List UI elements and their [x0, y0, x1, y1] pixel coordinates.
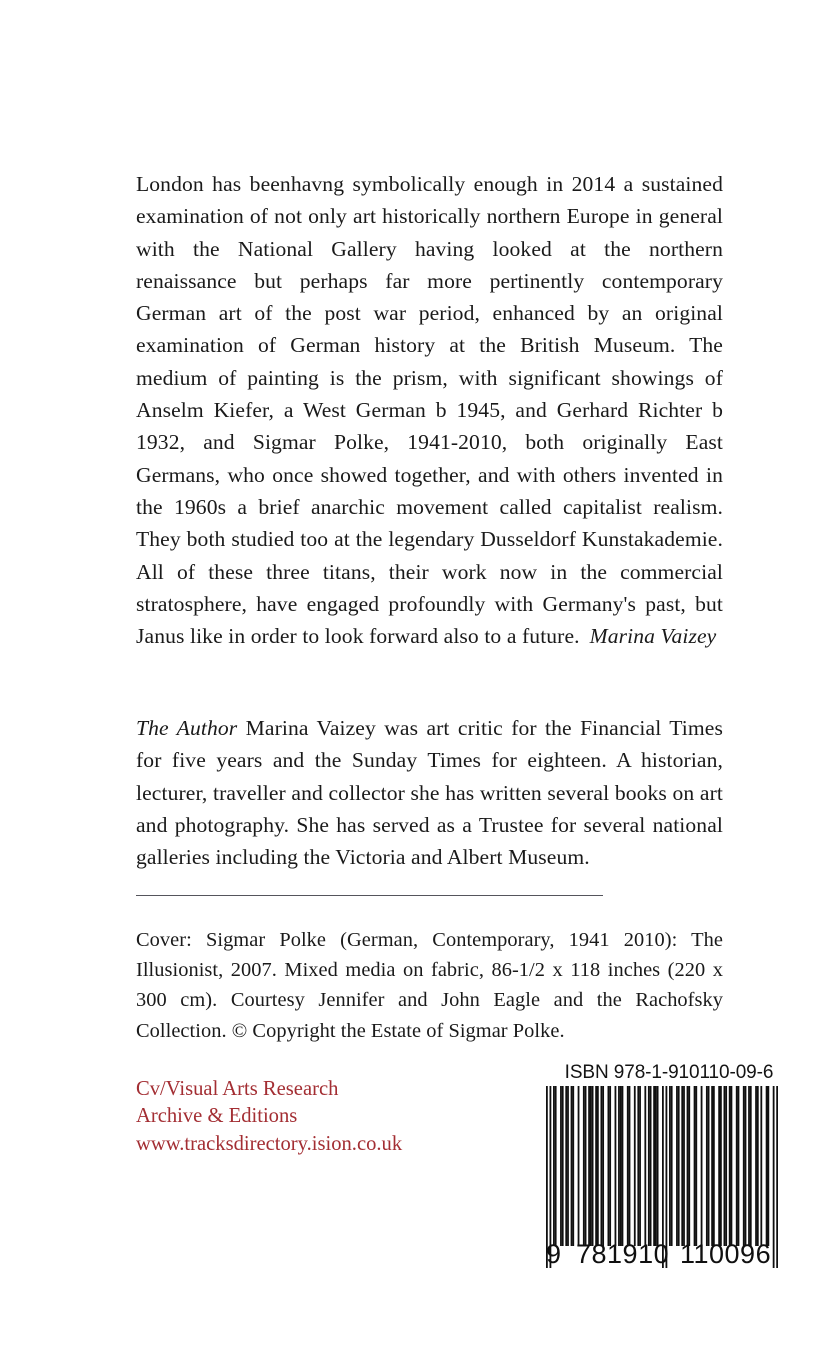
barcode-digits [546, 1236, 778, 1270]
publisher-block [136, 1076, 536, 1158]
barcode-digit-left: 9 [546, 1239, 562, 1269]
barcode-digit-middle: 781910 [576, 1239, 670, 1269]
author-note-paragraph [136, 712, 723, 873]
blurb-text: London has beenhavng symbolically enough in 2014 a sustained examination of not only art historically northern Europe in general with the National Gallery having looked at the northern renaissance but perhaps far more pertinently contemporary German art of the post war period, enhanced by an original examination of German history at the British Museum. The medium of painting is the prism, with significant showings of Anselm Kiefer, a West German b 1945, and Gerhard Richter b 1932, and Sigmar Polke, 1941-2010, both originally East Germans, who once showed together, and with others invented in the 1960s a brief anarchic movement called capitalist realism. They both studied too at the legendary Dusseldorf Kunstakademie. All of these three titans, their work now in the commercial stratosphere, have engaged profoundly with Germany's past, but Janus like in order to look forward also to a future. [136, 172, 723, 649]
isbn-label: ISBN 978-1-910110-09-6 [564, 1062, 774, 1083]
author-note-heading: The Author [136, 716, 238, 740]
isbn-barcode-block [546, 1062, 786, 1268]
publisher-name-line1: Cv/Visual Arts Research [136, 1078, 339, 1100]
blurb-paragraph [136, 168, 723, 652]
cover-credit-paragraph: Cover: Sigmar Polke (German, Contemporary, 1941 2010): The Illusionist, 2007. Mixed media on fabric, 86-1/2 x 118 inches (220 x 300 cm). Courtesy Jennifer and John Eagle and the Rachofsky Collection. © Copyright the Estate of Sigmar Polke. [136, 929, 723, 1042]
barcode [546, 1086, 778, 1268]
author-note-text: Marina Vaizey was art critic for the Financial Times for five years and the Sunday Times for eighteen. A historian, lecturer, traveller and collector she has written several books on art and photography. She has served as a Trustee for several national galleries including the Victoria and Albert Museum. [136, 716, 723, 870]
blurb-byline: Marina Vaizey [589, 624, 717, 649]
section-divider [136, 895, 603, 896]
publisher-name-line2: Archive & Editions [136, 1105, 298, 1128]
publisher-website[interactable]: www.tracksdirectory.ision.co.uk [136, 1132, 403, 1155]
barcode-digit-right: 110096 [680, 1239, 772, 1269]
